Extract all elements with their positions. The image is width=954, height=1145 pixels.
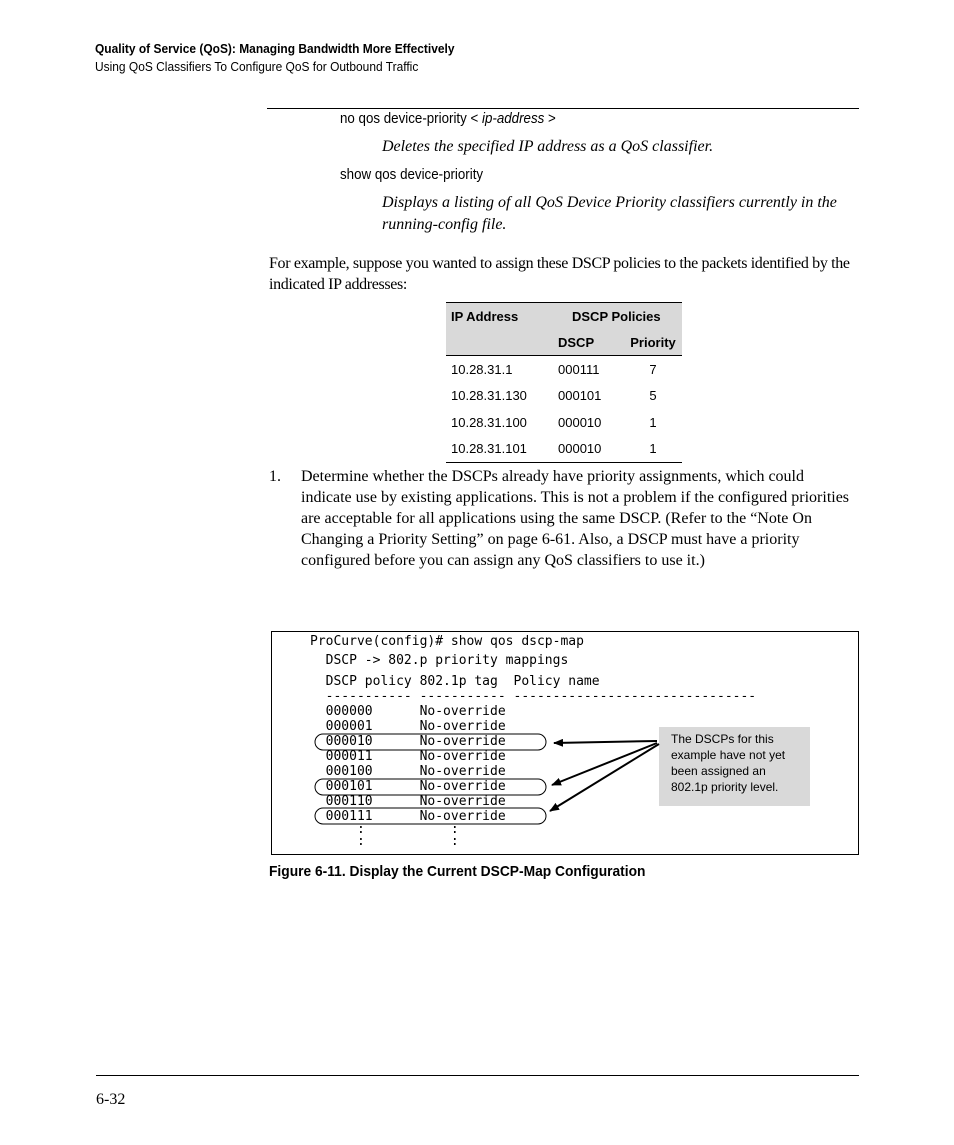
command-description-no-qos: Deletes the specified IP address as a QoS classifier. <box>382 138 714 155</box>
terminal-line-entry: 000001 No-override <box>310 719 506 734</box>
cell-dscp: 000010 <box>558 414 602 430</box>
highlight-oval-000101 <box>315 779 546 795</box>
bottom-rule <box>96 1075 859 1076</box>
cell-priority: 5 <box>649 388 657 404</box>
running-header-chapter: Quality of Service (QoS): Managing Bandwidth More Effectively <box>95 41 455 56</box>
callout-arrow-000101 <box>552 743 657 785</box>
cell-ip: 10.28.31.130 <box>451 388 527 404</box>
cell-dscp: 000111 <box>558 361 600 377</box>
highlight-oval-000111 <box>315 808 546 824</box>
terminal-line-ellipsis: : : <box>310 834 459 849</box>
callout-arrow-000010 <box>554 741 657 743</box>
figure-caption: Figure 6-11. Display the Current DSCP-Map Configuration <box>269 863 646 880</box>
cell-priority: 1 <box>649 414 657 430</box>
command-syntax-param: ip-address <box>481 111 545 127</box>
table-header-ip-address: IP Address <box>446 303 554 330</box>
page-number: 6-32 <box>96 1091 126 1108</box>
terminal-line-mapping-title: DSCP -> 802.p priority mappings <box>310 653 569 668</box>
table-header-dscp-policies: DSCP Policies <box>554 303 682 330</box>
command-syntax-prefix: no qos device-priority < <box>340 111 482 127</box>
command-syntax-suffix: > <box>544 111 556 127</box>
cell-priority: 1 <box>624 436 682 463</box>
cell-ip: 10.28.31.1 <box>451 361 513 377</box>
terminal-line-entry: 000000 No-override <box>310 704 506 719</box>
terminal-line-entry: 000100 No-override <box>310 764 506 779</box>
terminal-line-entry-highlighted: 000010 No-override <box>310 734 506 749</box>
command-syntax-show-qos-device-priority: show qos device-priority <box>340 167 484 183</box>
intro-paragraph: For example, suppose you wanted to assign these DSCP policies to the packets identified by the indicated IP addresses: <box>269 255 850 293</box>
command-description-show-qos: Displays a listing of all QoS Device Priority classifiers currently in the running-config file. <box>382 194 837 233</box>
table-header-priority: Priority <box>624 329 682 356</box>
cell-dscp: 000010 <box>554 436 624 463</box>
highlight-oval-000010 <box>315 734 546 750</box>
terminal-line-separator: ----------- ----------- ------------------------------- <box>310 689 757 704</box>
cell-priority: 7 <box>649 361 657 377</box>
callout-note: The DSCPs for this example have not yet been assigned an 802.1p priority level. <box>659 727 810 806</box>
table-header-dscp: DSCP <box>554 329 624 356</box>
callout-arrow-000111 <box>550 744 659 811</box>
terminal-line-entry: 000011 No-override <box>310 749 506 764</box>
terminal-line-entry: 000110 No-override <box>310 794 506 809</box>
step-text: Determine whether the DSCPs already have priority assignments, which could indicate use by existing applications. This is not a problem if the configured priorities are acceptable for all applications using the same DSCP. (Refer to the “Note On Changing a Priority Setting” on page 6-61. Also, a DSCP must have a priority configured before you can assign any QoS classifiers to use it.) <box>301 468 850 569</box>
cell-ip: 10.28.31.101 <box>446 436 554 463</box>
terminal-line-entry-highlighted: 000111 No-override <box>310 809 506 824</box>
cell-dscp: 000101 <box>558 388 602 404</box>
cell-ip: 10.28.31.100 <box>451 414 527 430</box>
step-number: 1. <box>269 468 281 485</box>
terminal-line-prompt: ProCurve(config)# show qos dscp-map <box>310 634 584 649</box>
terminal-line-column-headers: DSCP policy 802.1p tag Policy name <box>310 674 600 689</box>
terminal-line-entry-highlighted: 000101 No-override <box>310 779 506 794</box>
terminal-line-ellipsis: : : <box>310 822 459 837</box>
running-header-section: Using QoS Classifiers To Configure QoS for Outbound Traffic <box>95 59 419 74</box>
